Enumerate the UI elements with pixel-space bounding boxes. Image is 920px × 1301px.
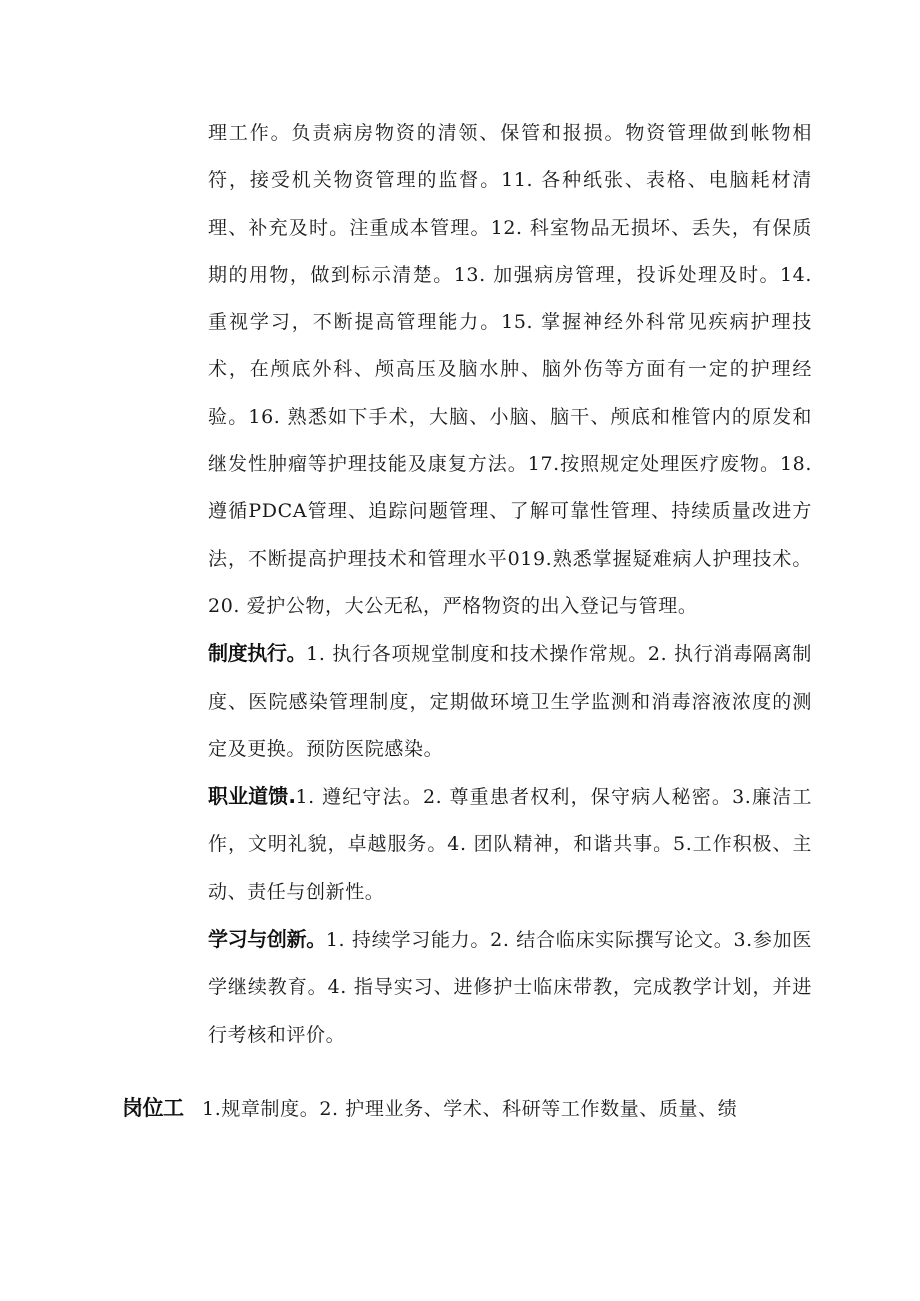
- section-text: 1. 执行各项规堂制度和技术操作常规。2. 执行消毒隔离制度、医院感染管理制度，定期做环境卫生学监测和消毒溶液浓度的测定及更换。预防医院感染。: [208, 643, 812, 760]
- section-heading: 制度执行。: [208, 641, 307, 666]
- position-work-row: [122, 1086, 822, 1133]
- section-text: 1. 持续学习能力。2. 结合临床实际撰写论文。3.参加医学继续教育。4. 指导实习、进修护士临床带教，完成教学计划，并进行考核和评价。: [208, 929, 812, 1046]
- section-heading: 职业道馈.: [208, 784, 296, 809]
- position-work-label: 岗位工: [122, 1096, 184, 1120]
- section-text: 1. 遵纪守法。2. 尊重患者权利，保守病人秘密。3.廉洁工作，文明礼貌，卓越服务。4. 团队精神，和谐共事。5.工作积极、主动、责任与创新性。: [208, 786, 812, 903]
- position-work-text: 1.规章制度。2. 护理业务、学术、科研等工作数量、质量、绩: [202, 1098, 738, 1120]
- document-body: [208, 110, 812, 1059]
- section-system-execution: [208, 630, 812, 773]
- section-learning-innovation: [208, 916, 812, 1059]
- section-heading: 学习与创新。: [208, 927, 326, 952]
- intro-paragraph: 理工作。负责病房物资的清领、保管和报损。物资管理做到帐物相符，接受机关物资管理的监督。11. 各种纸张、表格、电脑耗材清理、补充及时。注重成本管理。12. 科室物品无损坏、丢失，有保质期的用物，做到标示清楚。13. 加强病房管理，投诉处理及时。14. 重视学习，不断提高管理能力。15. 掌握神经外科常见疾病护理技术，在颅底外科、颅高压及脑水肿、脑外伤等方面有一定的护理经验。16. 熟悉如下手术，大脑、小脑、脑干、颅底和椎管内的原发和继发性肿瘤等护理技能及康复方法。17.按照规定处理医疗废物。18.遵循PDCA管理、追踪问题管理、了解可靠性管理、持续质量改进方法，不断提高护理技术和管理水平019.熟悉掌握疑难病人护理技术。20. 爱护公物，大公无私，严格物资的出入登记与管理。: [208, 122, 812, 617]
- section-professional-ethics: [208, 773, 812, 916]
